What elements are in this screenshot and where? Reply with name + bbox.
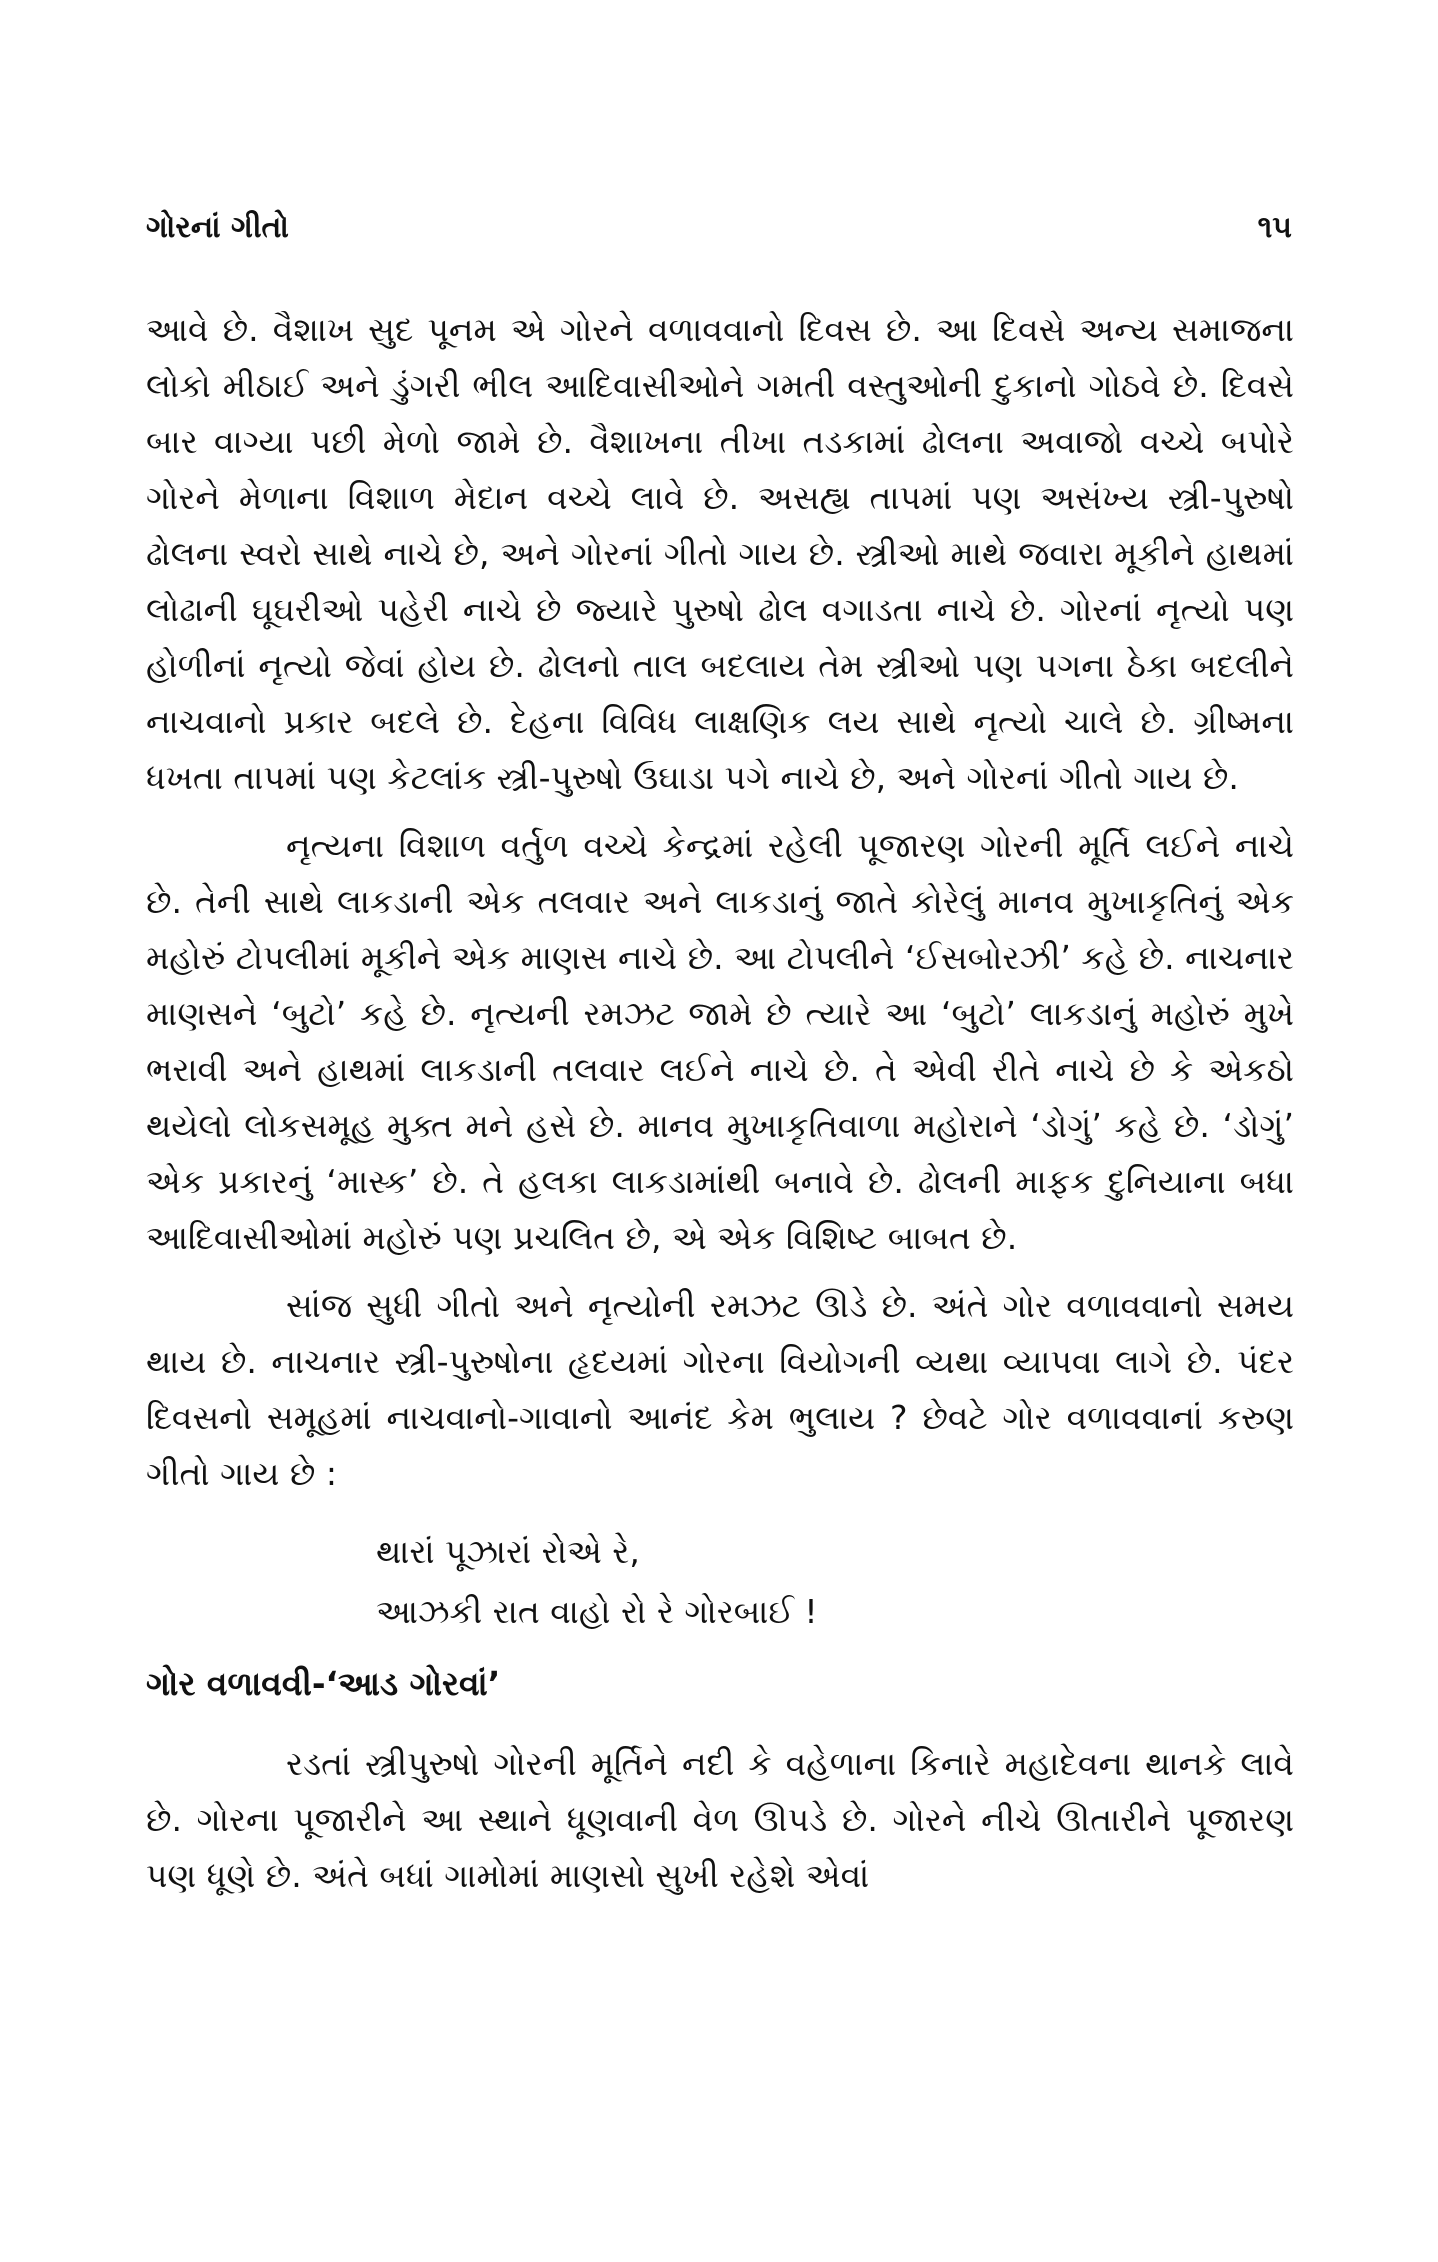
paragraph: નૃત્યના વિશાળ વર્તુળ વચ્ચે કેન્દ્રમાં રહેલી પૂજારણ ગોરની મૂર્તિ લઈને નાચે છે. તેની સાથે લાકડાની એક તલવાર અને લાકડાનું જાતે કોરેલું માનવ મુખાકૃતિનું એક મહોરું ટોપલીમાં મૂકીને એક માણસ નાચે છે. આ ટોપલીને ‘ઈસબોરઝી’ કહે છે. નાચનાર માણસને ‘બુટો’ કહે છે. નૃત્યની રમઝટ જામે છે ત્યારે આ ‘બુટો’ લાકડાનું મહોરું મુખે ભરાવી અને હાથમાં લાકડાની તલવાર લઈને નાચે છે. તે એવી રીતે નાચે છે કે એકઠો થયેલો લોકસમૂહ મુક્ત મને હસે છે. માનવ મુખાકૃતિવાળા મહોરાને ‘ડોગું’ કહે છે. ‘ડોગું’ એક પ્રકારનું ‘માસ્ક’ છે. તે હલકા લાકડામાંથી બનાવે છે. ઢોલની માફક દુનિયાના બધા આદિવાસીઓમાં મહોરું પણ પ્રચલિત છે, એ એક વિશિષ્ટ બાબત છે. bbox=[146, 826, 1294, 1257]
running-title: ગોરનાં ગીતો bbox=[146, 210, 289, 245]
paragraph: સાંજ સુધી ગીતો અને નૃત્યોની રમઝટ ઊડે છે. અંતે ગોર વળાવવાનો સમય થાય છે. નાચનાર સ્ત્રી-પુરુષોના હૃદયમાં ગોરના વિયોગની વ્યથા વ્યાપવા લાગે છે. પંદર દિવસનો સમૂહમાં નાચવાનો-ગાવાનો આનંદ કેમ ભુલાય ? છેવટે ગોર વળાવવાનાં કરુણ ગીતો ગાય છે : bbox=[146, 1286, 1294, 1493]
running-header bbox=[146, 210, 1292, 245]
verse-block bbox=[376, 1522, 1294, 1642]
page-number: ૧૫ bbox=[1257, 210, 1292, 245]
verse-line: આઝકી રાત વાહો રો રે ગોરબાઈ ! bbox=[376, 1592, 818, 1631]
section-heading: ગોર વળાવવી-‘આડ ગોરવાં’ bbox=[146, 1664, 501, 1703]
paragraph: રડતાં સ્ત્રીપુરુષો ગોરની મૂર્તિને નદી કે વહેળાના કિનારે મહાદેવના થાનકે લાવે છે. ગોરના પૂજારીને આ સ્થાને ધૂણવાની વેળ ઊપડે છે. ગોરને નીચે ઊતારીને પૂજારણ પણ ધૂણે છે. અંતે બધાં ગામોમાં માણસો સુખી રહેશે એવાં bbox=[146, 1744, 1294, 1895]
body-text bbox=[146, 302, 1294, 1916]
verse-line: થારાં પૂઝારાં રોએ રે, bbox=[376, 1532, 640, 1571]
paragraph: આવે છે. વૈશાખ સુદ પૂનમ એ ગોરને વળાવવાનો દિવસ છે. આ દિવસે અન્ય સમાજના લોકો મીઠાઈ અને ડુંગરી ભીલ આદિવાસીઓને ગમતી વસ્તુઓની દુકાનો ગોઠવે છે. દિવસે બાર વાગ્યા પછી મેળો જામે છે. વૈશાખના તીખા તડકામાં ઢોલના અવાજો વચ્ચે બપોરે ગોરને મેળાના વિશાળ મેદાન વચ્ચે લાવે છે. અસહ્ય તાપમાં પણ અસંખ્ય સ્ત્રી-પુરુષો ઢોલના સ્વરો સાથે નાચે છે, અને ગોરનાં ગીતો ગાય છે. સ્ત્રીઓ માથે જવારા મૂકીને હાથમાં લોઢાની ઘૂઘરીઓ પહેરી નાચે છે જ્યારે પુરુષો ઢોલ વગાડતા નાચે છે. ગોરનાં નૃત્યો પણ હોળીનાં નૃત્યો જેવાં હોય છે. ઢોલનો તાલ બદલાય તેમ સ્ત્રીઓ પણ પગના ઠેકા બદલીને નાચવાનો પ્રકાર બદલે છે. દેહના વિવિધ લાક્ષણિક લય સાથે નૃત્યો ચાલે છે. ગ્રીષ્મના ધખતા તાપમાં પણ કેટલાંક સ્ત્રી-પુરુષો ઉઘાડા પગે નાચે છે, અને ગોરનાં ગીતો ગાય છે. bbox=[146, 310, 1294, 797]
